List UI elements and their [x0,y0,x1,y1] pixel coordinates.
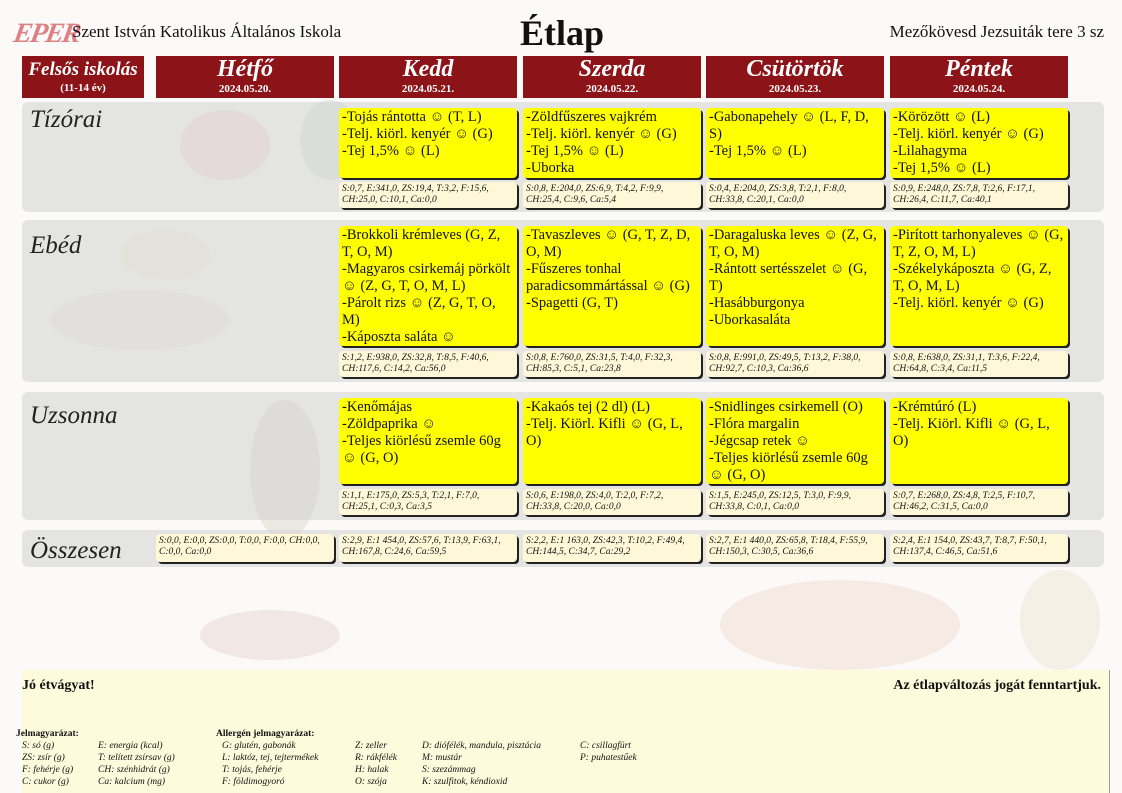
totals-box-pentek: S:2,4, E:1 154,0, ZS:43,7, T:8,7, F:50,1, CH:137,4, C:46,5, Ca:51,6 [890,534,1068,562]
menu-item: -Telj. kiörl. kenyér ☺ (G) [342,126,493,142]
menu-item: -Rántott sertésszelet ☺ (G, T) [709,261,868,294]
column-header-date: 2024.05.20. [218,83,272,95]
legend-item: S: só (g) [22,741,55,751]
nutrition-box-ebed-csutortok: S:0,8, E:991,0, ZS:49,5, T:13,2, F:38,0, CH:92,7, C:10,3, Ca:36,6 [706,351,884,377]
legend-title: Jelmagyarázat: [16,729,79,739]
column-header-name: Szerda [578,56,646,82]
legend-item: C: cukor (g) [22,777,69,787]
menu-item: -Tej 1,5% ☺ (L) [893,160,991,176]
allergen-item: T: tojás, fehérje [222,765,282,775]
menu-item: -Telj. kiörl. kenyér ☺ (G) [526,126,677,142]
legend-item: F: fehérje (g) [22,765,74,775]
menu-item: -Tej 1,5% ☺ (L) [342,143,440,159]
menu-box-uzsonna-kedd [339,398,517,484]
nutrition-box-tizorai-csutortok: S:0,4, E:204,0, ZS:3,8, T:2,1, F:8,0, CH:33,8, C:20,1, Ca:0,0 [706,182,884,208]
menu-item: -Teljes kiörlésű zsemle 60g ☺ (G, O) [342,433,501,466]
footer-panel [16,670,1110,793]
nutrition-box-tizorai-szerda: S:0,8, E:204,0, ZS:6,9, T:4,2, F:9,9, CH:25,4, C:9,6, Ca:5,4 [523,182,701,208]
allergen-item: K: szulfitok, kéndioxid [422,777,508,787]
column-header-name: Péntek [945,56,1013,82]
row-label: Uzsonna [30,402,118,429]
menu-item: -Jégcsap retek ☺ [709,433,810,449]
menu-box-uzsonna-pentek [890,398,1068,484]
menu-item: -Telj. Kiörl. Kifli ☺ (G, L, O) [526,416,683,449]
menu-item: -Brokkoli krémleves (G, Z, T, O, M) [342,227,501,260]
menu-item: -Pirított tarhonyaleves ☺ (G, T, Z, O, M, L) [893,227,1064,260]
menu-box-uzsonna-szerda [523,398,701,484]
nutrition-box-ebed-kedd: S:1,2, E:938,0, ZS:32,8, T:8,5, F:40,6, CH:117,6, C:14,2, Ca:56,0 [339,351,517,377]
menu-box-uzsonna-csutortok [706,398,884,484]
column-header-date: 2024.05.23. [768,83,822,95]
menu-item: -Telj. kiörl. kenyér ☺ (G) [893,295,1044,311]
allergen-item: S: szezámmag [422,765,476,775]
legend-item: E: energia (kcal) [98,741,163,751]
menu-item: -Gabonapehely ☺ (L, F, D, S) [709,109,869,142]
page-title: Étlap [520,13,605,53]
menu-item: -Kakaós tej (2 dl) (L) [526,399,651,415]
column-header-name: Hétfő [217,56,273,82]
allergen-item: R: rákfélék [355,753,397,763]
allergen-item: M: mustár [422,753,462,763]
column-header-szerda [523,56,701,98]
column-header-name: Felsős iskolás [28,59,138,80]
allergen-item: F: földimogyoró [222,777,285,787]
nutrition-box-uzsonna-szerda: S:0,6, E:198,0, ZS:4,0, T:2,0, F:7,2, CH:33,8, C:20,0, Ca:0,0 [523,489,701,515]
legend-item: Ca: kalcium (mg) [98,777,166,787]
allergen-item: D: diófélék, mandula, pisztácia [422,741,541,751]
menu-item: -Teljes kiörlésű zsemle 60g ☺ (G, O) [709,450,868,483]
legend-item: CH: szénhidrát (g) [98,765,170,775]
legend-item: ZS: zsír (g) [22,753,65,763]
allergen-item: L: laktóz, tej, tejtermékek [222,753,319,763]
nutrition-box-uzsonna-kedd: S:1,1, E:175,0, ZS:5,3, T:2,1, F:7,0, CH:25,1, C:0,3, Ca:3,5 [339,489,517,515]
background-food-image [1020,570,1100,670]
school-logo: EPER [11,18,82,49]
greeting-text: Jó étvágyat! [22,678,95,693]
menu-item: -Tojás rántotta ☺ (T, L) [342,109,482,125]
column-header-hetfo [156,56,334,98]
menu-item: -Telj. kiörl. kenyér ☺ (G) [893,126,1044,142]
totals-box-kedd: S:2,9, E:1 454,0, ZS:57,6, T:13,9, F:63,1, CH:167,8, C:24,6, Ca:59,5 [339,534,517,562]
column-header-pentek [890,56,1068,98]
totals-box-szerda: S:2,2, E:1 163,0, ZS:42,3, T:10,2, F:49,4, CH:144,5, C:34,7, Ca:29,2 [523,534,701,562]
menu-box-ebed-szerda [523,226,701,346]
totals-box-csutortok: S:2,7, E:1 440,0, ZS:65,8, T:18,4, F:55,9, CH:150,3, C:30,5, Ca:36,6 [706,534,884,562]
column-header-name: Kedd [402,56,454,82]
column-header-date: 2024.05.24. [952,83,1006,95]
menu-item: -Körözött ☺ (L) [893,109,990,125]
legend-item: T: telített zsírsav (g) [98,753,175,763]
column-header-date: 2024.05.21. [401,83,455,95]
menu-item: -Kenőmájas [342,399,413,415]
allergen-legend-title: Allergén jelmagyarázat: [216,729,315,739]
column-header-age-group [22,56,144,98]
menu-item: -Telj. Kiörl. Kifli ☺ (G, L, O) [893,416,1050,449]
menu-item: -Uborka [526,160,575,176]
nutrition-box-uzsonna-csutortok: S:1,5, E:245,0, ZS:12,5, T:3,0, F:9,9, CH:33,8, C:0,1, Ca:0,0 [706,489,884,515]
menu-item: -Fűszeres tonhal paradicsommártással ☺ (G) [526,261,690,294]
menu-item: -Daragaluska leves ☺ (Z, G, T, O, M) [709,227,877,260]
menu-box-tizorai-csutortok [706,108,884,178]
totals-box-hetfo: S:0,0, E:0,0, ZS:0,0, T:0,0, F:0,0, CH:0,0, C:0,0, Ca:0,0 [156,534,334,562]
nutrition-box-tizorai-pentek: S:0,9, E:248,0, ZS:7,8, T:2,6, F:17,1, CH:26,4, C:11,7, Ca:40,1 [890,182,1068,208]
menu-item: -Tavaszleves ☺ (G, T, Z, D, O, M) [526,227,691,260]
menu-item: -Tej 1,5% ☺ (L) [709,143,807,159]
row-label: Összesen [30,537,122,564]
school-name: Szent István Katolikus Általános Iskola [72,22,342,41]
menu-item: -Lilahagyma [893,143,968,159]
column-header-name: Csütörtök [746,56,844,82]
menu-item: -Székelykáposzta ☺ (G, Z, T, O, M, L) [893,261,1052,294]
menu-item: -Spagetti (G, T) [526,295,618,311]
allergen-item: Z: zeller [355,741,387,751]
allergen-item: O: szója [355,777,387,787]
menu-item: -Tej 1,5% ☺ (L) [526,143,624,159]
menu-item: -Párolt rizs ☺ (Z, G, T, O, M) [342,295,496,328]
menu-item: -Flóra margalin [709,416,800,432]
menu-item: -Káposzta saláta ☺ [342,329,456,345]
column-header-csutortok [706,56,884,98]
nutrition-box-uzsonna-pentek: S:0,7, E:268,0, ZS:4,8, T:2,5, F:10,7, CH:46,2, C:31,5, Ca:0,0 [890,489,1068,515]
allergen-item: P: puhatestűek [580,753,637,763]
menu-box-ebed-pentek [890,226,1068,346]
background-food-image [720,580,960,670]
nutrition-box-tizorai-kedd: S:0,7, E:341,0, ZS:19,4, T:3,2, F:15,6, CH:25,0, C:10,1, Ca:0,0 [339,182,517,208]
menu-item: -Hasábburgonya [709,295,805,311]
column-header-kedd [339,56,517,98]
menu-box-tizorai-pentek [890,108,1068,178]
background-food-image [200,610,340,660]
change-notice: Az étlapváltozás jogát fenntartjuk. [893,678,1101,693]
menu-box-ebed-csutortok [706,226,884,346]
nutrition-box-ebed-szerda: S:0,8, E:760,0, ZS:31,5, T:4,0, F:32,3, CH:85,3, C:5,1, Ca:23,8 [523,351,701,377]
menu-item: -Magyaros csirkemáj pörkölt ☺ (Z, G, T, O, M, L) [342,261,511,294]
menu-item: -Uborkasaláta [709,312,791,328]
menu-box-tizorai-kedd [339,108,517,178]
menu-item: -Krémtúró (L) [893,399,977,415]
row-label: Tízórai [30,106,103,133]
column-header-date: 2024.05.22. [585,83,639,95]
menu-box-ebed-kedd [339,226,517,346]
row-label: Ebéd [30,232,82,259]
menu-item: -Zöldpaprika ☺ [342,416,437,432]
allergen-item: H: halak [355,765,389,775]
menu-box-tizorai-szerda [523,108,701,178]
allergen-item: G: glutén, gabonák [222,741,296,751]
menu-item: -Snidlinges csirkemell (O) [709,399,863,415]
allergen-item: C: csillagfürt [580,741,631,751]
nutrition-box-ebed-pentek: S:0,8, E:638,0, ZS:31,1, T:3,6, F:22,4, CH:64,8, C:3,4, Ca:11,5 [890,351,1068,377]
menu-item: -Zöldfűszeres vajkrém [526,109,657,125]
school-address: Mezőkövesd Jezsuiták tere 3 sz [889,22,1104,41]
column-header-date: (11-14 év) [60,82,106,94]
